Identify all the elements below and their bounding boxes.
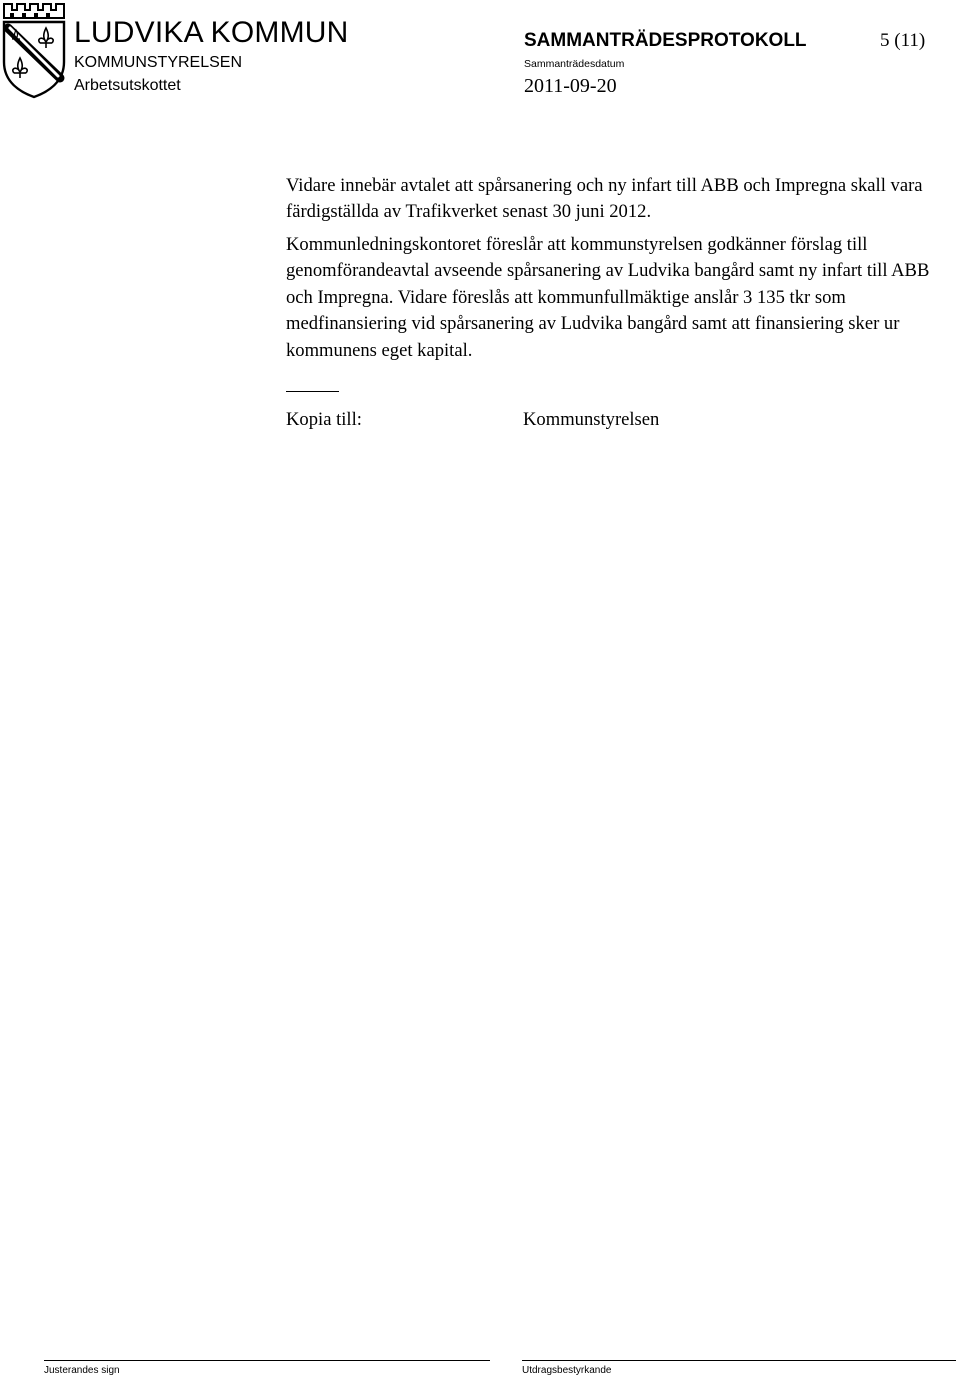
department-name: KOMMUNSTYRELSEN [74,54,243,71]
paragraph-proposal: Kommunledningskontoret föreslår att kommunstyrelsen godkänner förslag till genomförandeavtal avseende spårsanering av Ludvika bangård samt ny infart till ABB och Impregna. Vidare föreslås att kommunfullmäktige anslår 3 135 tkr som medfinansiering vid spårsanering av Ludvika bangård samt att finansiering sker ur kommunens eget kapital. [286,234,930,361]
municipal-coat-of-arms-icon [0,0,68,100]
paragraph-agreement-deadline: Vidare innebär avtalet att spårsanering och ny infart till ABB och Impregna skall vara färdigställda av Trafikverket senast 30 juni 2012. [286,175,923,223]
section-divider [286,391,339,392]
adjuster-signature-label: Justerandes sign [44,1365,120,1376]
signature-line-left [44,1360,490,1361]
committee-name: Arbetsutskottet [74,77,181,94]
copy-recipient: Kommunstyrelsen [523,409,660,430]
extract-certification-label: Utdragsbestyrkande [522,1365,612,1376]
signature-line-right [522,1360,956,1361]
page-number: 5 (11) [880,30,926,51]
meeting-date: 2011-09-20 [524,75,617,97]
organization-name: LUDVIKA KOMMUN [74,16,349,49]
copy-to-label: Kopia till: [286,409,362,430]
document-title: SAMMANTRÄDESPROTOKOLL [524,30,807,51]
meeting-date-label: Sammanträdesdatum [524,58,625,70]
